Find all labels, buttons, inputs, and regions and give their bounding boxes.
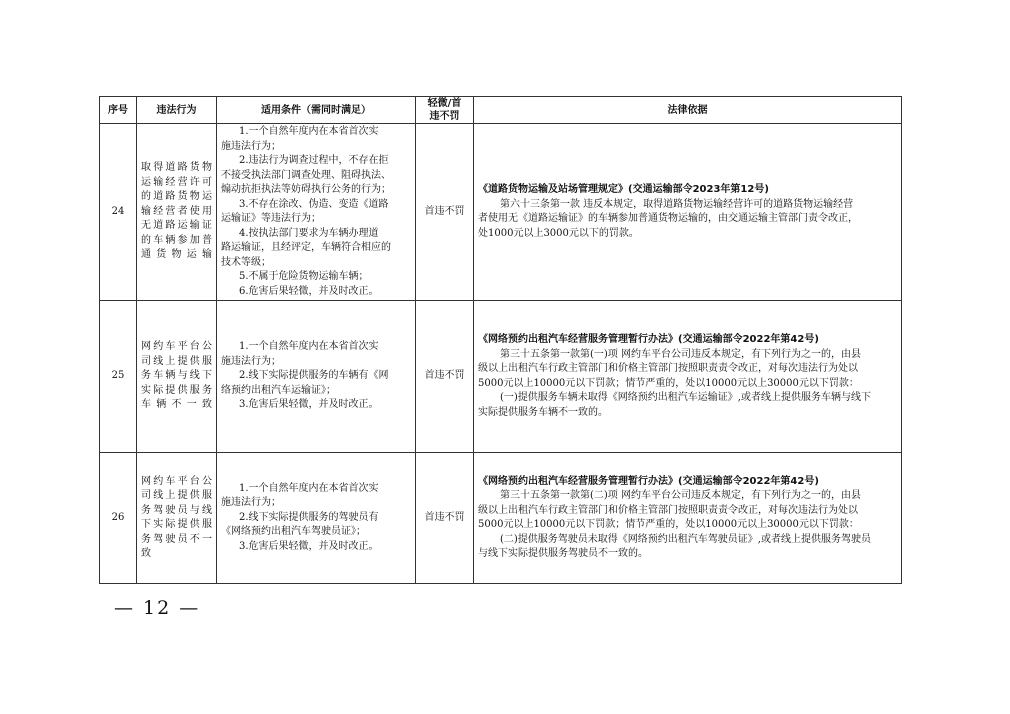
violation-act-line: 无道路运输证 <box>141 220 212 232</box>
violation-act-line: 下实际提供服 <box>141 519 212 530</box>
row-number: 25 <box>100 301 137 453</box>
conditions <box>217 301 416 453</box>
table-row <box>100 453 902 584</box>
mild-status: 首违不罚 <box>416 301 474 453</box>
condition-line: 1.一个自然年度内在本省首次实 <box>239 482 379 494</box>
basis-line: 5000元以上10000元以下罚款；情节严重的，处以10000元以上30000元以下罚款： <box>478 377 859 389</box>
violation-act-line: 实际提供服务 <box>141 384 212 396</box>
mild-status: 首违不罚 <box>416 124 474 301</box>
condition-line: 5.不属于危险货物运输车辆； <box>239 271 369 282</box>
violation-act-line: 司线上提供服 <box>141 355 212 367</box>
violation-act-line: 务驾驶员与线 <box>141 504 212 516</box>
basis-line: 5000元以上10000元以下罚款；情节严重的，处以10000元以上30000元以下罚款： <box>478 519 859 530</box>
regulation-title: 《网络预约出租汽车经营服务管理暂行办法》(交通运输部令2022年第42号) <box>478 334 819 345</box>
regulation-title: 《网络预约出租汽车经营服务管理暂行办法》(交通运输部令2022年第42号) <box>478 475 819 487</box>
condition-line: 3.危害后果轻微，并及时改正。 <box>239 399 379 411</box>
basis-line: (一)提供服务车辆未取得《网络预约出租汽车运输证》,或者线上提供服务车辆与线下 <box>500 392 871 403</box>
legal-basis <box>474 301 902 453</box>
violation-act-line: 输经营者使用 <box>141 205 212 217</box>
condition-line: 3.不存在涂改、伪造、变造《道路 <box>239 198 389 210</box>
header-mild <box>416 97 474 124</box>
condition-line: 6.危害后果轻微，并及时改正。 <box>239 285 379 297</box>
violation-act-line: 网约车平台公 <box>141 341 212 353</box>
condition-line: 1.一个自然年度内在本省首次实 <box>239 126 379 137</box>
table-row <box>100 124 902 301</box>
header-mild-text: 轻微/首违不罚 <box>427 98 462 122</box>
condition-line: 3.危害后果轻微，并及时改正。 <box>239 540 379 552</box>
page-number: — 12 — <box>114 597 201 619</box>
condition-line: 2.违法行为调查过程中，不存在拒 <box>239 155 389 166</box>
violation-act <box>137 301 217 453</box>
violation-act-line: 务车辆与线下 <box>141 370 212 382</box>
condition-line: 运输证》等违法行为； <box>221 213 321 224</box>
condition-line: 不接受执法部门调查处理、阻碍执法、 <box>221 169 391 181</box>
basis-line: 实际提供服务车辆不一致的。 <box>478 406 608 418</box>
violation-act <box>137 453 217 584</box>
condition-line: 《网络预约出租汽车驾驶员证》； <box>221 526 366 538</box>
violation-act <box>137 124 217 301</box>
conditions <box>217 124 416 301</box>
header-act: 违法行为 <box>137 97 217 124</box>
basis-line: 级以上出租汽车行政主管部门和价格主管部门按照职责责令改正，对每次违法行为处以 <box>478 363 858 374</box>
violation-act-line: 的道路货物运 <box>141 191 212 203</box>
condition-line: 2.线下实际提供服务的车辆有《网 <box>239 370 389 382</box>
violation-act-line: 运输经营许可 <box>141 176 212 188</box>
condition-line: 施违法行为； <box>221 497 281 509</box>
header-basis: 法律依据 <box>474 97 902 124</box>
condition-line: 技术等级； <box>221 256 271 268</box>
table-row <box>100 301 902 453</box>
basis-line: (二)提供服务驾驶员未取得《网络预约出租汽车驾驶员证》,或者线上提供服务驾驶员 <box>500 533 871 545</box>
condition-line: 路运输证，且经评定，车辆符合相应的 <box>221 242 391 253</box>
basis-line: 级以上出租汽车行政主管部门和价格主管部门按照职责责令改正，对每次违法行为处以 <box>478 504 858 516</box>
violation-act-line: 网约车平台公 <box>141 475 212 487</box>
basis-line: 第六十三条第一款 违反本规定，取得道路货物运输经营许可的道路货物运输经营 <box>500 198 854 210</box>
basis-line: 第三十五条第一款第(二)项 网约车平台公司违反本规定，有下列行为之一的，由县 <box>500 490 861 501</box>
penalty-table <box>99 96 902 584</box>
conditions <box>217 453 416 584</box>
condition-line: 施违法行为； <box>221 355 281 367</box>
basis-line: 处1000元以上3000元以下的罚款。 <box>478 227 639 239</box>
header-conditions: 适用条件（需同时满足） <box>217 97 416 124</box>
violation-act-line: 致 <box>141 548 151 559</box>
row-number: 26 <box>100 453 137 584</box>
condition-line: 煽动抗拒执法等妨碍执行公务的行为； <box>221 184 391 195</box>
mild-status: 首违不罚 <box>416 453 474 584</box>
basis-line: 第三十五条第一款第(一)项 网约车平台公司违反本规定，有下列行为之一的，由县 <box>500 348 861 360</box>
violation-act-line: 取得道路货物 <box>141 162 212 174</box>
condition-line: 络预约出租汽车运输证》； <box>221 384 336 396</box>
regulation-title: 《道路货物运输及站场管理规定》(交通运输部令2023年第12号) <box>478 184 769 195</box>
header-no: 序号 <box>100 97 137 124</box>
row-number: 24 <box>100 124 137 301</box>
violation-act-line: 司线上提供服 <box>141 490 212 501</box>
violation-act-line: 的车辆参加普 <box>141 234 212 246</box>
violation-act-line: 车辆不一致 <box>141 399 212 411</box>
header-row <box>100 97 902 124</box>
legal-basis <box>474 453 902 584</box>
violation-act-line: 通货物运输 <box>141 249 212 261</box>
violation-act-line: 务驾驶员不一 <box>141 533 212 545</box>
legal-basis <box>474 124 902 301</box>
basis-line: 者使用无《道路运输证》的车辆参加普通货物运输的，由交通运输主管部门责令改正， <box>478 213 858 224</box>
condition-line: 施违法行为； <box>221 140 281 152</box>
condition-line: 4.按执法部门要求为车辆办理道 <box>239 227 379 239</box>
basis-line: 与线下实际提供服务驾驶员不一致的。 <box>478 548 648 559</box>
condition-line: 2.线下实际提供服务的驾驶员有 <box>239 511 379 523</box>
condition-line: 1.一个自然年度内在本省首次实 <box>239 341 379 353</box>
